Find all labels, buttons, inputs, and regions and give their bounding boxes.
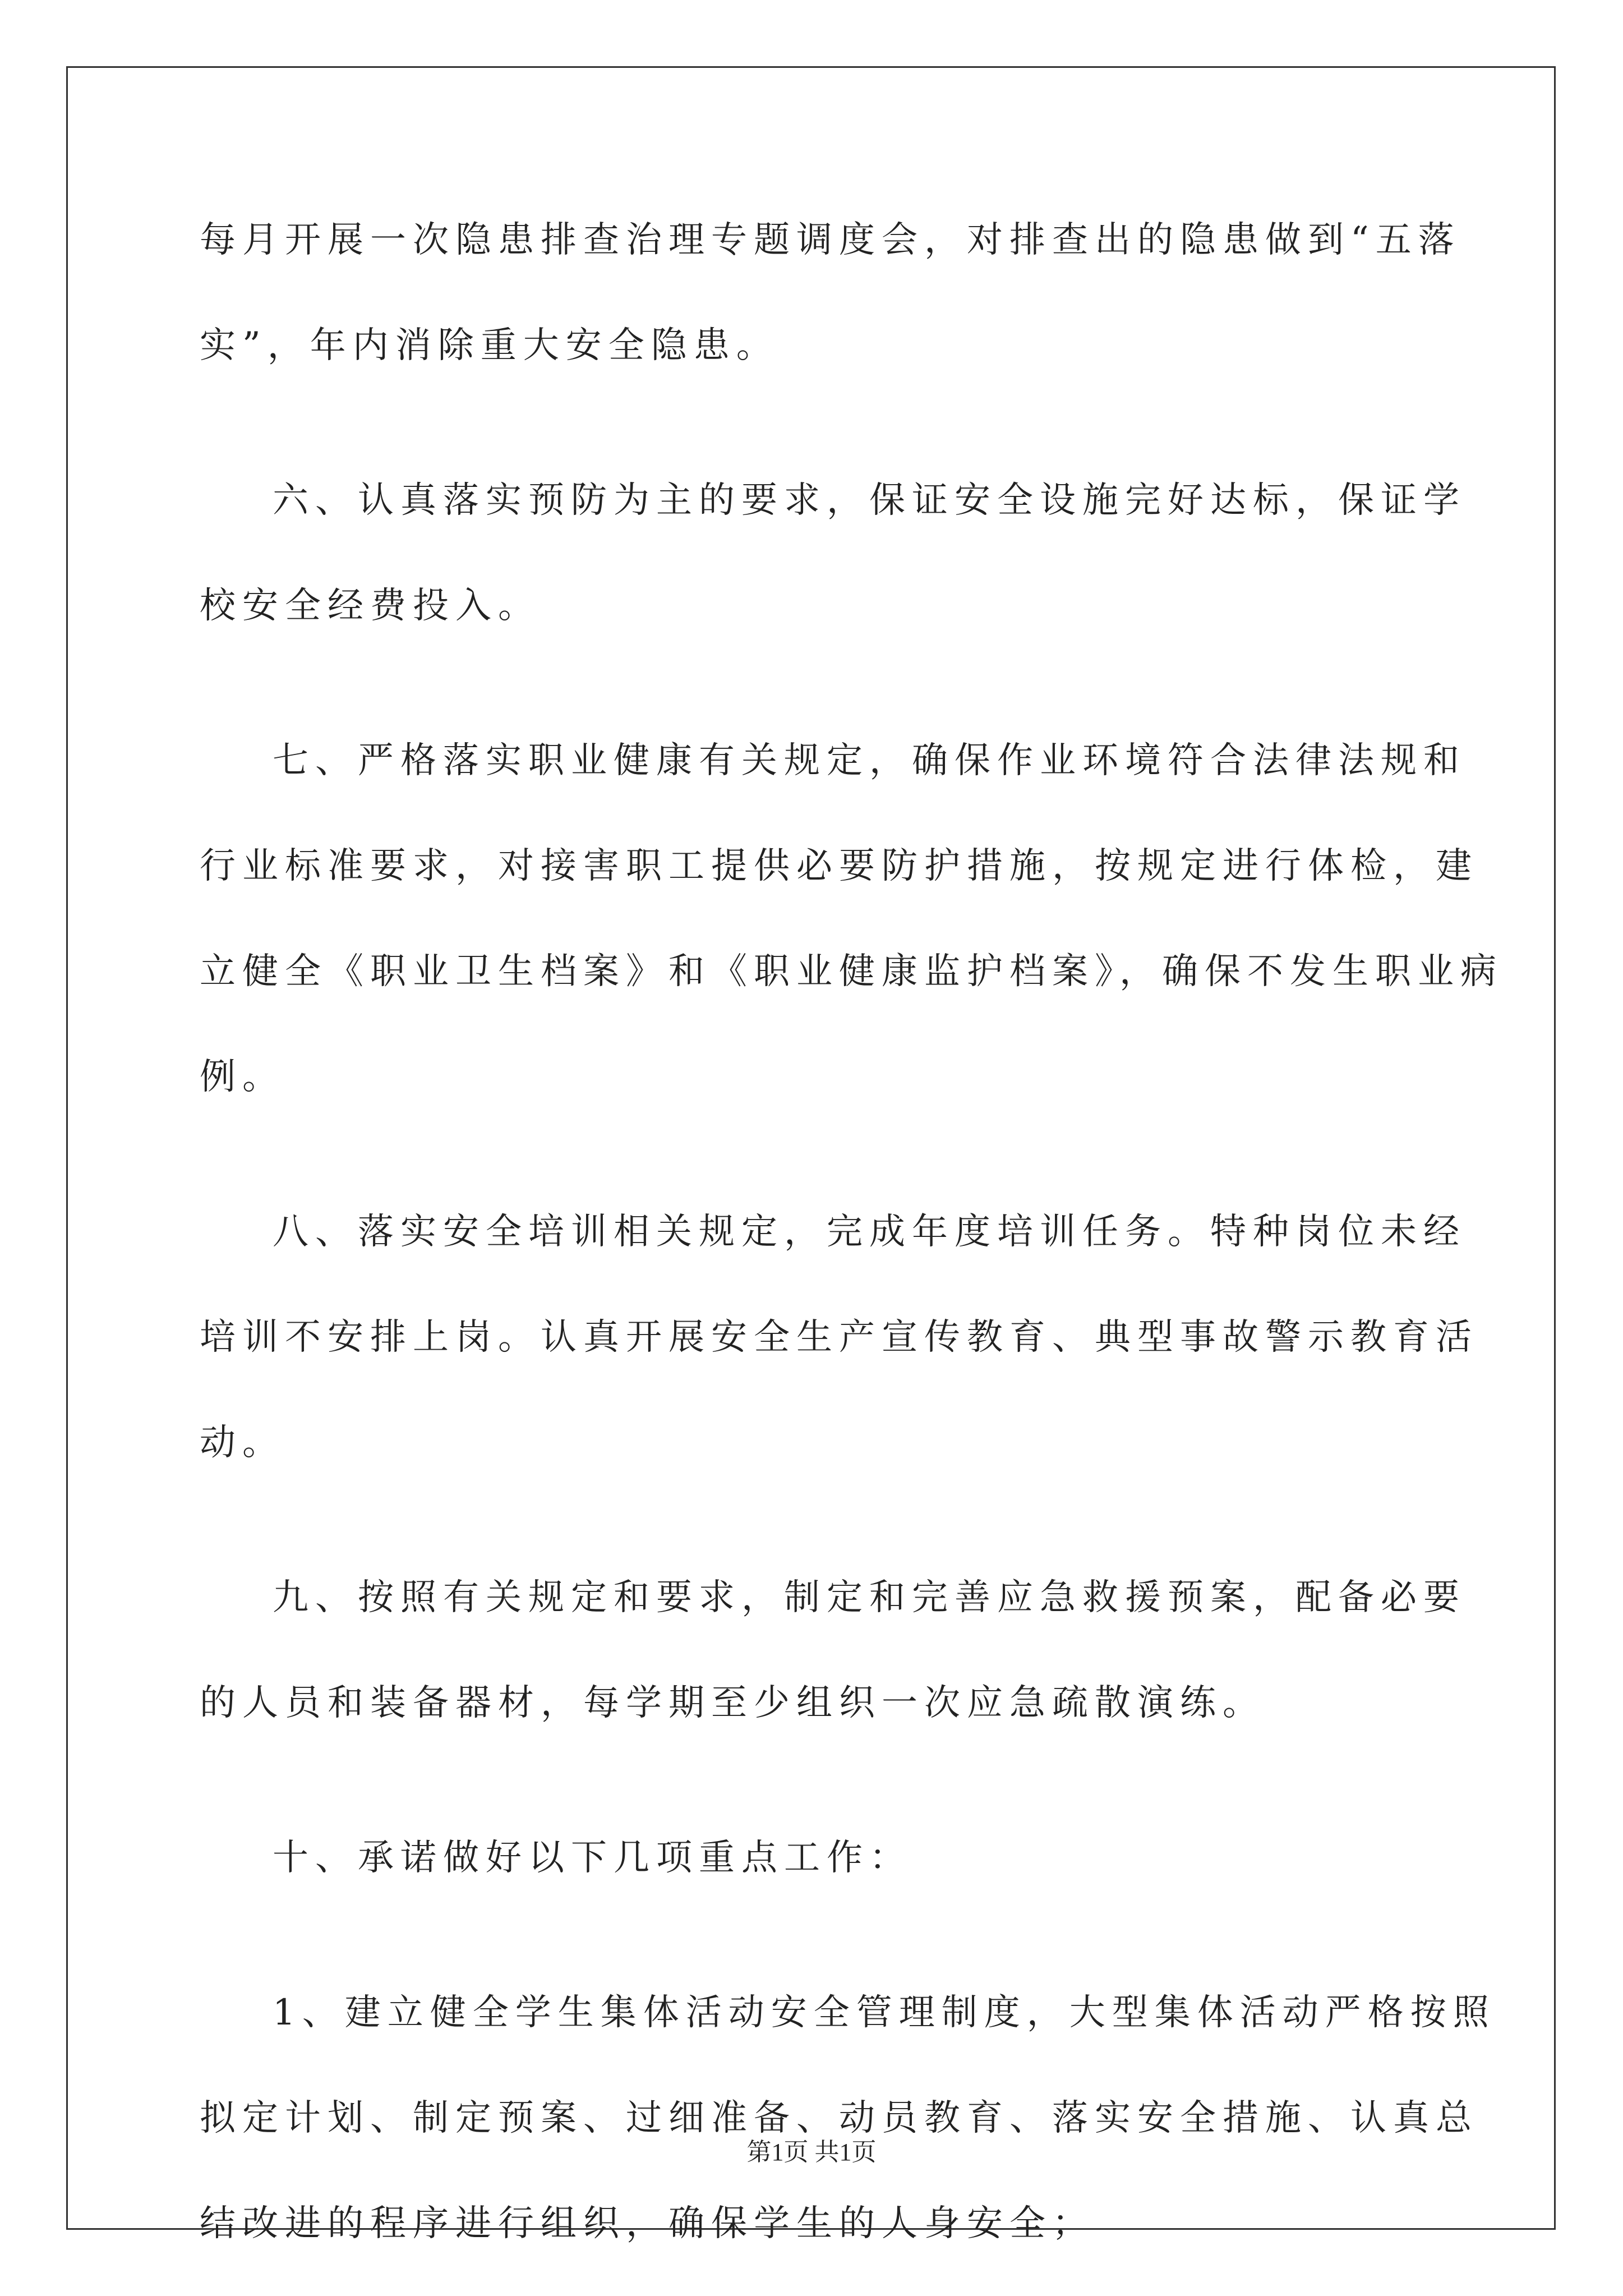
paragraph-8-line: 八、落实安全培训相关规定，完成年度培训任务。特种岗位未经	[273, 1211, 1466, 1253]
text-line: 动。	[200, 1422, 285, 1464]
item-1-line: 1、建立健全学生集体活动安全管理制度，大型集体活动严格按照	[273, 1992, 1496, 2033]
text-line: 每月开展一次隐患排查治理专题调度会，对排查出的隐患做到“五落	[200, 219, 1461, 261]
text-line: 拟定计划、制定预案、过细准备、动员教育、落实安全措施、认真总	[200, 2097, 1478, 2139]
page-number: 第1页 共1页	[746, 2138, 877, 2166]
text-line: 实”，年内消除重大安全隐患。	[200, 325, 779, 366]
text-line: 立健全《职业卫生档案》和《职业健康监护档案》，确保不发生职业病	[200, 951, 1503, 992]
text-line: 校安全经费投入。	[200, 585, 541, 627]
paragraph-7-line: 七、严格落实职业健康有关规定，确保作业环境符合法律法规和	[273, 740, 1466, 781]
text-line: 培训不安排上岗。认真开展安全生产宣传教育、典型事故警示教育活	[200, 1317, 1478, 1358]
paragraph-6-line: 六、认真落实预防为主的要求，保证安全设施完好达标，保证学	[273, 480, 1466, 521]
paragraph-10-line: 十、承诺做好以下几项重点工作：	[273, 1837, 912, 1879]
paragraph-9-line: 九、按照有关规定和要求，制定和完善应急救援预案，配备必要	[273, 1577, 1466, 1618]
text-line: 行业标准要求，对接害职工提供必要防护措施，按规定进行体检，建	[200, 845, 1478, 887]
text-line: 例。	[200, 1056, 285, 1098]
text-line: 结改进的程序进行组织，确保学生的人身安全；	[200, 2203, 1095, 2244]
document-body	[200, 213, 1503, 2251]
text-line: 的人员和装备器材，每学期至少组织一次应急疏散演练。	[200, 1682, 1265, 1724]
